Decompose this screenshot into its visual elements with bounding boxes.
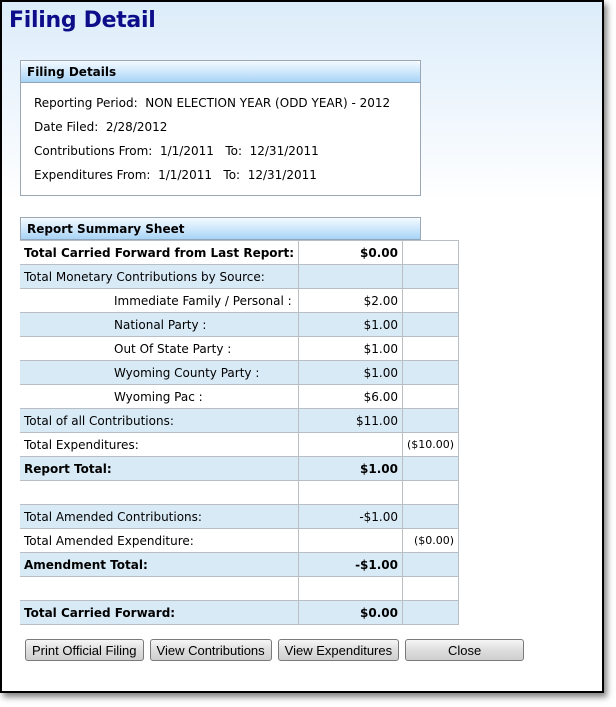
row-label: Immediate Family / Personal :: [20, 289, 299, 313]
row-label: Report Total:: [20, 457, 299, 481]
filing-details-header: Filing Details: [21, 61, 420, 83]
row-label: Out Of State Party :: [20, 337, 299, 361]
table-row: [20, 601, 459, 625]
expenditures-range: Expenditures From: 1/1/2011 To: 12/31/2011: [34, 168, 317, 182]
row-label: Total Carried Forward:: [20, 601, 299, 625]
row-subtotal: [403, 289, 459, 313]
row-label: Total Amended Contributions:: [20, 505, 299, 529]
report-summary-table: [20, 240, 459, 625]
row-amount: [299, 265, 403, 289]
row-amount: [299, 529, 403, 553]
row-subtotal: [403, 385, 459, 409]
table-row: [20, 337, 459, 361]
row-label: Wyoming County Party :: [20, 361, 299, 385]
row-label: Amendment Total:: [20, 553, 299, 577]
row-subtotal: [403, 361, 459, 385]
row-subtotal: [403, 601, 459, 625]
row-label: Total of all Contributions:: [20, 409, 299, 433]
row-amount: [299, 433, 403, 457]
table-row: [20, 505, 459, 529]
row-subtotal: [403, 241, 459, 265]
row-amount: $0.00: [299, 601, 403, 625]
row-subtotal: [403, 457, 459, 481]
report-summary-header: Report Summary Sheet: [21, 218, 420, 240]
row-subtotal: [403, 553, 459, 577]
row-label: Total Carried Forward from Last Report:: [20, 241, 299, 265]
view-expenditures-button[interactable]: View Expenditures: [278, 639, 399, 661]
row-amount: [299, 481, 403, 505]
row-label: Total Amended Expenditure:: [20, 529, 299, 553]
row-amount: -$1.00: [299, 553, 403, 577]
table-row: [20, 529, 459, 553]
row-subtotal: [403, 265, 459, 289]
row-subtotal: ($0.00): [403, 529, 459, 553]
filing-details-panel: [20, 60, 421, 196]
contributions-range: Contributions From: 1/1/2011 To: 12/31/2011: [34, 144, 319, 158]
row-amount: $2.00: [299, 289, 403, 313]
table-row: [20, 313, 459, 337]
row-label: Total Expenditures:: [20, 433, 299, 457]
table-row: [20, 361, 459, 385]
row-label: Wyoming Pac :: [20, 385, 299, 409]
row-label: [20, 577, 299, 601]
print-official-filing-button[interactable]: Print Official Filing: [25, 639, 144, 661]
row-subtotal: [403, 505, 459, 529]
row-subtotal: [403, 577, 459, 601]
row-label: [20, 481, 299, 505]
date-filed: Date Filed: 2/28/2012: [34, 120, 168, 134]
row-subtotal: ($10.00): [403, 433, 459, 457]
row-amount: $11.00: [299, 409, 403, 433]
row-subtotal: [403, 481, 459, 505]
row-amount: $1.00: [299, 337, 403, 361]
view-contributions-button[interactable]: View Contributions: [150, 639, 272, 661]
close-button[interactable]: Close: [405, 639, 524, 661]
row-subtotal: [403, 313, 459, 337]
table-row: [20, 385, 459, 409]
table-row: [20, 289, 459, 313]
page-title: Filing Detail: [9, 8, 156, 33]
row-amount: $0.00: [299, 241, 403, 265]
table-row: [20, 433, 459, 457]
row-subtotal: [403, 409, 459, 433]
row-amount: $1.00: [299, 361, 403, 385]
row-amount: -$1.00: [299, 505, 403, 529]
row-label: Total Monetary Contributions by Source:: [20, 265, 299, 289]
table-row: [20, 457, 459, 481]
reporting-period: Reporting Period: NON ELECTION YEAR (ODD YEAR) - 2012: [34, 96, 391, 110]
table-row: [20, 577, 459, 601]
row-label: National Party :: [20, 313, 299, 337]
row-amount: $1.00: [299, 313, 403, 337]
row-amount: $1.00: [299, 457, 403, 481]
row-subtotal: [403, 337, 459, 361]
table-row: [20, 409, 459, 433]
table-row: [20, 481, 459, 505]
row-amount: $6.00: [299, 385, 403, 409]
table-row: [20, 265, 459, 289]
row-amount: [299, 577, 403, 601]
table-row: [20, 241, 459, 265]
report-summary-panel: [20, 217, 421, 241]
table-row: [20, 553, 459, 577]
